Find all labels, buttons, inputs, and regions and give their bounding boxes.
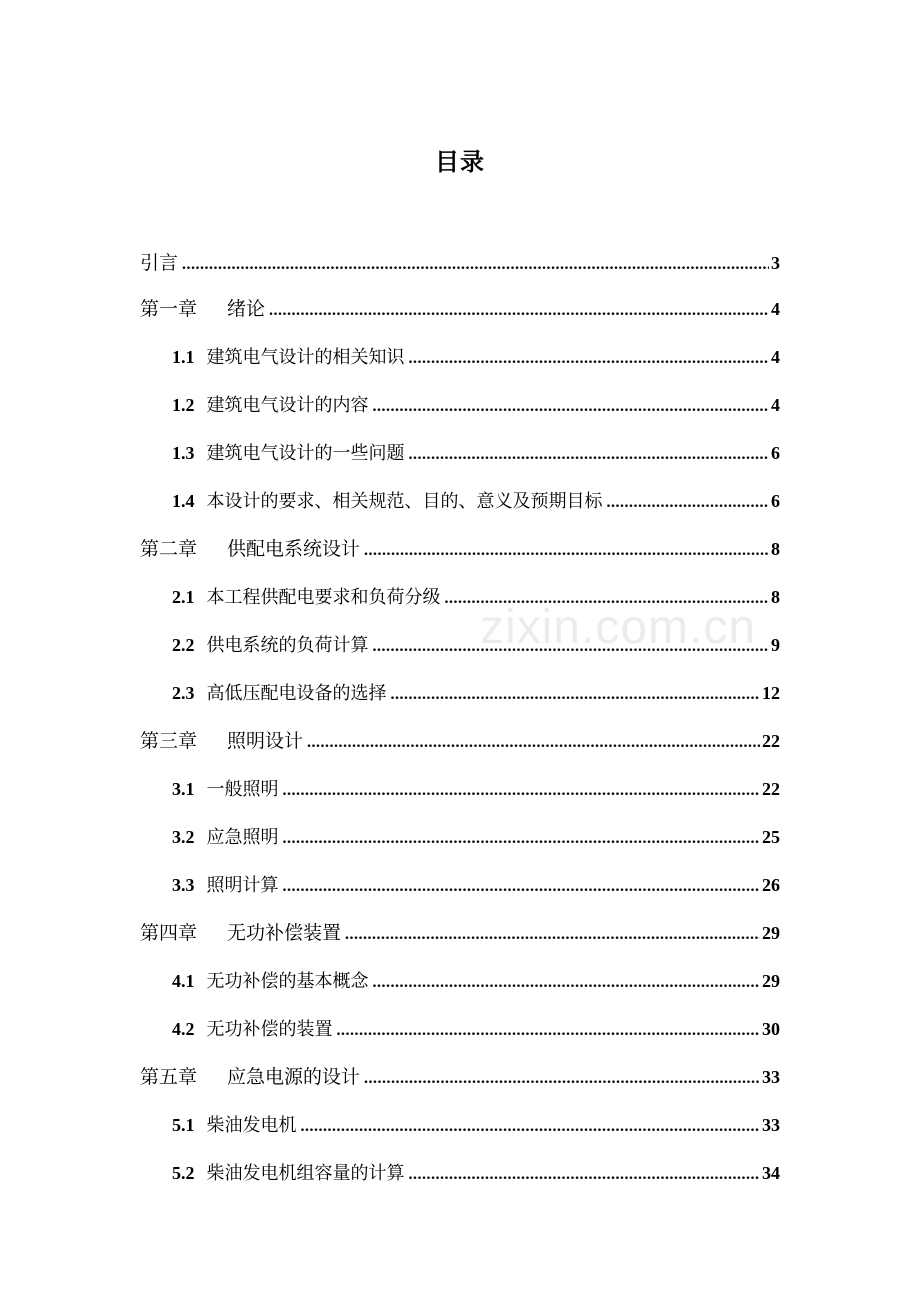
toc-entry-label: 供电系统的负荷计算 xyxy=(206,635,369,656)
toc-entry-section-3-2[interactable] xyxy=(172,824,780,852)
toc-section-number: 1.1 xyxy=(172,347,195,367)
toc-section-number: 2.3 xyxy=(172,683,195,703)
toc-page-number: 30 xyxy=(762,1019,780,1039)
toc-page-number: 22 xyxy=(762,731,780,751)
toc-page-number: 33 xyxy=(762,1115,780,1135)
toc-entry-label: 无功补偿的基本概念 xyxy=(206,971,369,992)
toc-page-number: 26 xyxy=(762,875,780,895)
dot-leader xyxy=(337,1018,761,1044)
toc-page-number: 33 xyxy=(762,1067,780,1087)
toc-entry-section-2-3[interactable] xyxy=(172,680,780,708)
dot-leader xyxy=(409,1162,761,1188)
toc-entry-section-1-2[interactable] xyxy=(172,392,780,420)
toc-entry-section-3-3[interactable] xyxy=(172,872,780,900)
dot-leader xyxy=(364,538,769,564)
dot-leader xyxy=(409,442,770,468)
toc-entry-label: 无功补偿的装置 xyxy=(206,1019,333,1040)
dot-leader xyxy=(409,346,770,372)
toc-page-number: 4 xyxy=(771,347,780,367)
dot-leader xyxy=(283,874,761,900)
toc-entry-label: 第五章 应急电源的设计 xyxy=(140,1066,361,1088)
toc-entry-chapter-2[interactable] xyxy=(140,536,780,564)
toc-entry-section-2-2[interactable] xyxy=(172,632,780,660)
toc-section-number: 5.2 xyxy=(172,1163,195,1183)
dot-leader xyxy=(182,252,769,278)
dot-leader xyxy=(345,922,760,948)
toc-section-number: 3.3 xyxy=(172,875,195,895)
dot-leader xyxy=(269,298,769,324)
toc-entry-chapter-5[interactable] xyxy=(140,1064,780,1092)
toc-section-number: 3.1 xyxy=(172,779,195,799)
dot-leader xyxy=(283,826,761,852)
toc-entry-section-1-4[interactable] xyxy=(172,488,780,516)
toc-entry-label: 柴油发电机组容量的计算 xyxy=(206,1163,405,1184)
toc-entry-label: 本工程供配电要求和负荷分级 xyxy=(206,587,441,608)
toc-entry-label: 应急照明 xyxy=(206,827,279,848)
toc-section-number: 5.1 xyxy=(172,1115,195,1135)
toc-entry-section-2-1[interactable] xyxy=(172,584,780,612)
toc-page-number: 12 xyxy=(762,683,780,703)
dot-leader xyxy=(391,682,761,708)
toc-page-number: 34 xyxy=(762,1163,780,1183)
toc-section-number: 2.2 xyxy=(172,635,195,655)
toc-page-number: 6 xyxy=(771,443,780,463)
toc-entry-label: 柴油发电机 xyxy=(206,1115,297,1136)
dot-leader xyxy=(364,1066,760,1092)
toc-section-number: 4.2 xyxy=(172,1019,195,1039)
toc-section-number: 2.1 xyxy=(172,587,195,607)
toc-page-number: 22 xyxy=(762,779,780,799)
toc-entry-label: 一般照明 xyxy=(206,779,279,800)
toc-section-number: 1.4 xyxy=(172,491,195,511)
toc-entry-section-4-1[interactable] xyxy=(172,968,780,996)
toc-entry-section-1-3[interactable] xyxy=(172,440,780,468)
page-title: 目录 xyxy=(435,148,485,176)
toc-entry-introduction[interactable] xyxy=(140,250,780,278)
toc-entry-label: 建筑电气设计的内容 xyxy=(206,395,369,416)
watermark: zixin.com.cn xyxy=(480,601,757,654)
toc-page-number: 3 xyxy=(771,253,780,273)
toc-entry-label: 本设计的要求、相关规范、目的、意义及预期目标 xyxy=(206,491,603,512)
toc-section-number: 1.2 xyxy=(172,395,195,415)
toc-entry-section-5-1[interactable] xyxy=(172,1112,780,1140)
toc-entry-label: 第二章 供配电系统设计 xyxy=(140,538,361,560)
toc-entry-section-1-1[interactable] xyxy=(172,344,780,372)
toc-entry-section-5-2[interactable] xyxy=(172,1160,780,1188)
dot-leader xyxy=(373,970,761,996)
dot-leader xyxy=(607,490,770,516)
toc-entry-label: 建筑电气设计的相关知识 xyxy=(206,347,405,368)
toc-section-number: 1.3 xyxy=(172,443,195,463)
toc-section-number: 3.2 xyxy=(172,827,195,847)
toc-entry-chapter-4[interactable] xyxy=(140,920,780,948)
toc-entry-chapter-1[interactable] xyxy=(140,296,780,324)
toc-page-number: 29 xyxy=(762,923,780,943)
dot-leader xyxy=(301,1114,761,1140)
toc-entry-section-3-1[interactable] xyxy=(172,776,780,804)
toc-page-number: 29 xyxy=(762,971,780,991)
toc-page-number: 9 xyxy=(771,635,780,655)
toc-page-number: 4 xyxy=(771,299,780,319)
toc-entry-label: 引言 xyxy=(140,252,179,274)
toc-page-number: 4 xyxy=(771,395,780,415)
dot-leader xyxy=(373,394,770,420)
toc-entry-label: 第一章 绪论 xyxy=(140,298,266,320)
toc-section-number: 4.1 xyxy=(172,971,195,991)
dot-leader xyxy=(283,778,761,804)
toc-entry-chapter-3[interactable] xyxy=(140,728,780,756)
dot-leader xyxy=(445,586,770,612)
toc-entry-label: 高低压配电设备的选择 xyxy=(206,683,387,704)
toc-page-number: 8 xyxy=(771,587,780,607)
toc-page-number: 8 xyxy=(771,539,780,559)
toc-page-number: 25 xyxy=(762,827,780,847)
toc-entry-section-4-2[interactable] xyxy=(172,1016,780,1044)
dot-leader xyxy=(307,730,760,756)
toc-entry-label: 第四章 无功补偿装置 xyxy=(140,922,342,944)
toc-entry-label: 建筑电气设计的一些问题 xyxy=(206,443,405,464)
toc-page-number: 6 xyxy=(771,491,780,511)
toc-entry-label: 照明计算 xyxy=(206,875,279,896)
toc-entry-label: 第三章 照明设计 xyxy=(140,730,304,752)
dot-leader xyxy=(373,634,770,660)
